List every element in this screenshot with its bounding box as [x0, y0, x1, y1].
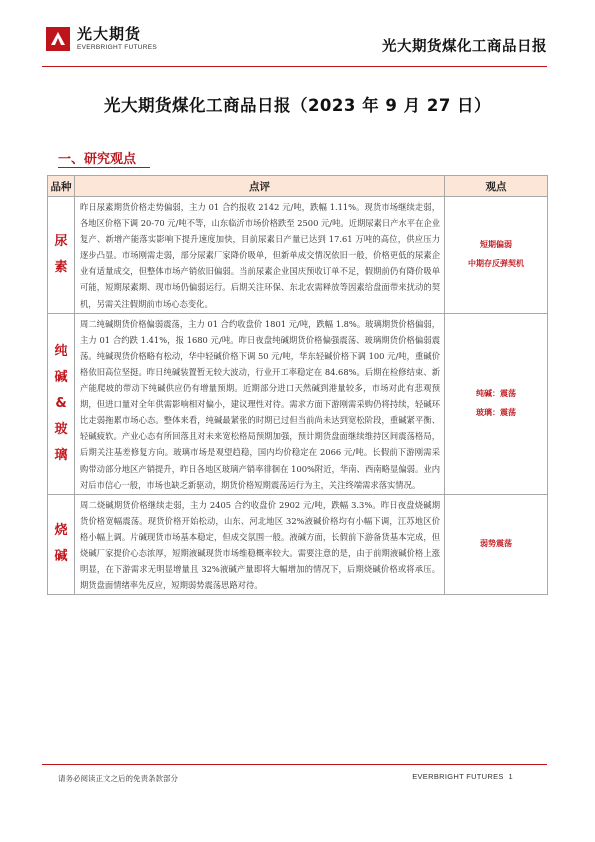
- table-row-caustic-soda: [48, 494, 548, 595]
- column-header-category: 品种: [48, 176, 75, 197]
- table-row-urea: [48, 197, 548, 314]
- table-row-soda-ash-glass: [48, 313, 548, 494]
- commentary-cell: 昨日尿素期货价格走势偏弱，主力 01 合约报收 2142 元/吨，跌幅 1.11%。现货市场继续走弱，各地区价格下调 20-70 元/吨不等，山东临沂市场价格跌至 2500 元/吨。近期尿素日产水平在企业复产、新增产能落实影响下提升速度加快，目前尿素日产量已达到 17.61 万吨的高位，供应压力逐步凸显。市场刚需走弱，部分尿素厂家降价吸单，但新单成交情况依旧一般，价格更低的尿素企业有适量成交，但整体市场产销依旧偏弱。当前尿素企业国庆预收订单不足，假期前仍有降价吸单可能，短期尿素期、现市场仍偏弱运行。后期关注环保、东北农需释放等因素给盘面带来扰动的契机，另需关注假期前市场心态变化。: [75, 197, 445, 314]
- category-cell: [48, 197, 75, 314]
- view-cell: [445, 494, 548, 595]
- category-label: 玻璃: [54, 421, 68, 463]
- footer-brand-page: [412, 772, 513, 781]
- section-heading: 一、研究观点: [58, 152, 137, 167]
- view-cell: [445, 197, 548, 314]
- header-report-name: 光大期货煤化工商品日报: [382, 39, 547, 55]
- company-logo: [45, 26, 157, 52]
- category-label: 烧碱: [54, 523, 68, 565]
- footer-disclaimer: 请务必阅读正文之后的免责条款部分: [58, 774, 178, 783]
- header-divider: [42, 66, 547, 67]
- research-views-table: [47, 175, 548, 595]
- logo-english-name: EVERBRIGHT FUTURES: [77, 44, 158, 51]
- page-number: 1: [508, 772, 513, 781]
- commentary-cell: 周二烧碱期货价格继续走弱，主力 2405 合约收盘价 2902 元/吨，跌幅 3.3%。昨日夜盘烧碱期货价格宽幅震荡。现货价格开始松动，山东、河北地区 32%液碱价格均有小幅下调，江苏地区价格小幅上调。片碱现货市场基本稳定，但成交氛围一般。液碱方面，长假前下游备货基本完成，但烧碱厂家提价心态浓厚，短期液碱现货市场维稳概率较大。需要注意的是，由于前期液碱价格上涨明显，在下游需求无明显增量且 32%液碱产量即将大幅增加的情况下，后期烧碱价格或将承压。期货盘面情绪率先反应，短期弱势震荡思路对待。: [75, 494, 445, 595]
- commentary-cell: 周二纯碱期货价格偏弱震荡，主力 01 合约收盘价 1801 元/吨，跌幅 1.8%。玻璃期货价格偏弱，主力 01 合约跌 1.41%，报 1680 元/吨。昨日夜盘纯碱期货价格偏强震荡、玻璃期货价格偏弱震荡。纯碱现货价格略有松动，华中轻碱价格下调 50 元/吨，华东轻碱价格下调 100 元/吨，重碱价格依旧高位坚挺。昨日纯碱装置暂无较大波动，行业开工率稳定在 84.68%。后期在检修结束、新产能爬坡的带动下纯碱供应仍有增量预期。近期部分进口天然碱到港量较多，市场对此有悲观预期，但进口量对全年供需影响相对偏小，建议理性对待。需求方面下游刚需采购仍将持续，轻碱环比走弱拖累市场心态。整体来看，纯碱最紧张的时期已过但当前尚未达到宽松阶段，重碱紧平衡、轻碱疲软。产业心态有所回落且对未来宽松格局预期加强，预计期货盘面继续维持区间震荡格局，后期关注基差修复方向。玻璃市场是观望趋稳，国内均价稳定在 2066 元/吨。长假前下游刚需采购带动部分地区产销提升，昨日各地区玻璃产销率徘徊在 100%附近，华南、西南略显偏弱。业内对后市信心一般，市场也缺乏新驱动，期货价格短期震荡运行为主，关注终端需求落实情况。: [75, 313, 445, 494]
- view-cell: [445, 313, 548, 494]
- category-label: 尿素: [54, 233, 68, 275]
- footer-brand: EVERBRIGHT FUTURES: [412, 772, 504, 781]
- table-header-row: [48, 176, 548, 197]
- view-label: 玻璃：震荡: [476, 408, 516, 418]
- logo-icon: [45, 26, 71, 52]
- view-label: 弱势震荡: [480, 539, 512, 549]
- category-label: &: [55, 395, 67, 411]
- page-header: [0, 0, 595, 76]
- category-cell: [48, 313, 75, 494]
- column-header-view: 观点: [445, 176, 548, 197]
- document-title: 光大期货煤化工商品日报（2023 年 9 月 27 日）: [103, 96, 492, 115]
- logo-chinese-name: 光大期货: [77, 25, 142, 43]
- section-underline: [58, 167, 150, 168]
- category-cell: [48, 494, 75, 595]
- column-header-commentary: 点评: [75, 176, 445, 197]
- category-label: 纯碱: [54, 343, 68, 385]
- view-label: 短期偏弱: [480, 240, 512, 250]
- view-label: 中期存反弹契机: [468, 259, 524, 269]
- view-label: 纯碱：震荡: [476, 389, 516, 399]
- footer-divider: [42, 764, 547, 765]
